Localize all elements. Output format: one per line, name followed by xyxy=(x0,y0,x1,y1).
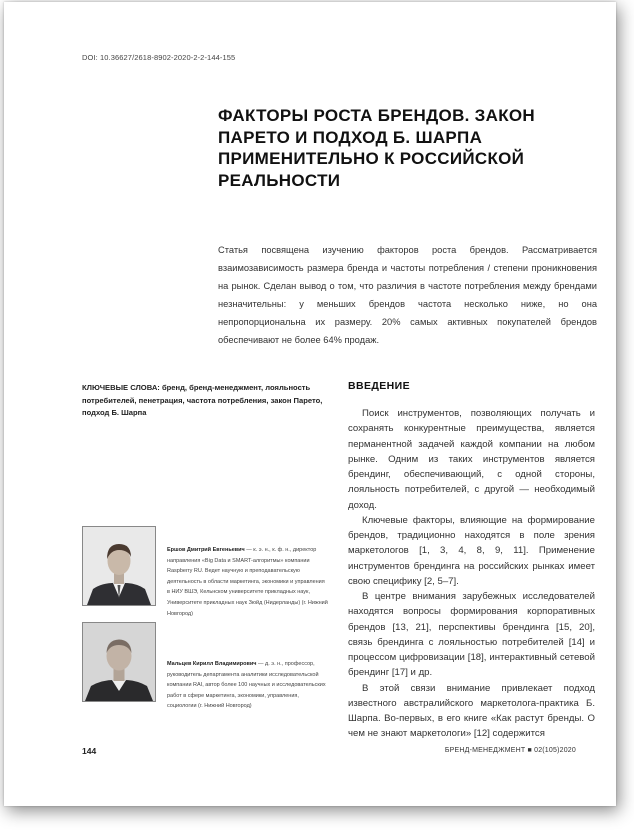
doi-line: DOI: 10.36627/2618-8902-2020-2-2-144-155 xyxy=(82,53,236,62)
article-title: ФАКТОРЫ РОСТА БРЕНДОВ. ЗАКОН ПАРЕТО И ПОДХОД Б. ШАРПА ПРИМЕНИТЕЛЬНО К РОССИЙСКОЙ РЕАЛЬНОСТИ xyxy=(218,106,535,190)
author-desc-2: — д. э. н., профессор, руководитель департамента аналитики исследовательской компании RAI, автор более 100 научных и исследовательских работ в сфере маркетинга, экономики, управления, социологии (г. Нижний Новгород) xyxy=(167,661,326,710)
page-number: 144 xyxy=(82,746,97,756)
paragraph: В этой связи внимание привлекает подход известного австралийского маркетолога-практика Б. Шарпа. Во-первых, в его книге «Как растут бренды. О чем не знают маркетологи» [12] содержится xyxy=(348,682,595,740)
paragraph: В центре внимания зарубежных исследователей находятся вопросы формирования корпоративных брендов [13, 21], перспективы брендинга [15, 20], связь брендинга с лояльностью потребителей [14] и процессом цифровизации [18], интерактивный сетевой брендинг [17] и др. xyxy=(348,591,595,679)
author-photo-1 xyxy=(82,526,156,606)
section-heading: ВВЕДЕНИЕ xyxy=(348,380,410,392)
keywords: КЛЮЧЕВЫЕ СЛОВА: бренд, бренд-менеджмент, лояльность потребителей, пенетрация, частота потребления, закон Парето, подход Б. Шарпа xyxy=(82,383,323,418)
author-name-2: Мальцев Кирилл Владимирович xyxy=(167,661,257,667)
author-bio-2 xyxy=(167,659,329,712)
abstract: Статья посвящена изучению факторов роста брендов. Рассматривается взаимозависимость размера бренда и частоты потребления / степени проникновения на рынок. Сделан вывод о том, что различия в частоте потребления между брендами незначительны: у меньших брендов частота несколько ниже, но она непропорциональна их размеру. 20% самых активных покупателей брендов обеспечивают не более 64% продаж. xyxy=(218,245,597,345)
journal-footer: БРЕНД-МЕНЕДЖМЕНТ ■ 02(105)2020 xyxy=(444,747,576,754)
author-bio-1 xyxy=(167,545,329,619)
paragraph: Ключевые факторы, влияющие на формирование брендов, традиционно находятся в поле зрения маркетологов [1, 3, 4, 8, 9, 11]. Применение инструментов брендинга на российских рынках имеет свою специфику [2, 5–7]. xyxy=(348,514,595,587)
journal-page xyxy=(4,2,616,806)
author-photo-2 xyxy=(82,622,156,702)
author-name-1: Ершов Дмитрий Евгеньевич xyxy=(167,547,245,553)
intro-body xyxy=(348,406,595,742)
paragraph: Поиск инструментов, позволяющих получать и сохранять конкурентные преимущества, является перманентной задачей каждой компании на любом рынке. Одним из таких инструментов является брендинг, обеспечивающий, с одной стороны, лояльность потребителей, с другой — необходимый доход. xyxy=(348,408,595,511)
author-desc-1: — к. э. н., к. ф. н., директор направления «Big Data и SMART-алгоритмы» компании Raspberry RU. Ведет научную и преподавательскую деятельность в области маркетинга, экономики и управления в НИУ ВШЭ, Кельнском университете прикладных наук, Университете прикладных наук Зюйд (Нидерланды) (г. Нижний Новгород) xyxy=(167,547,328,617)
